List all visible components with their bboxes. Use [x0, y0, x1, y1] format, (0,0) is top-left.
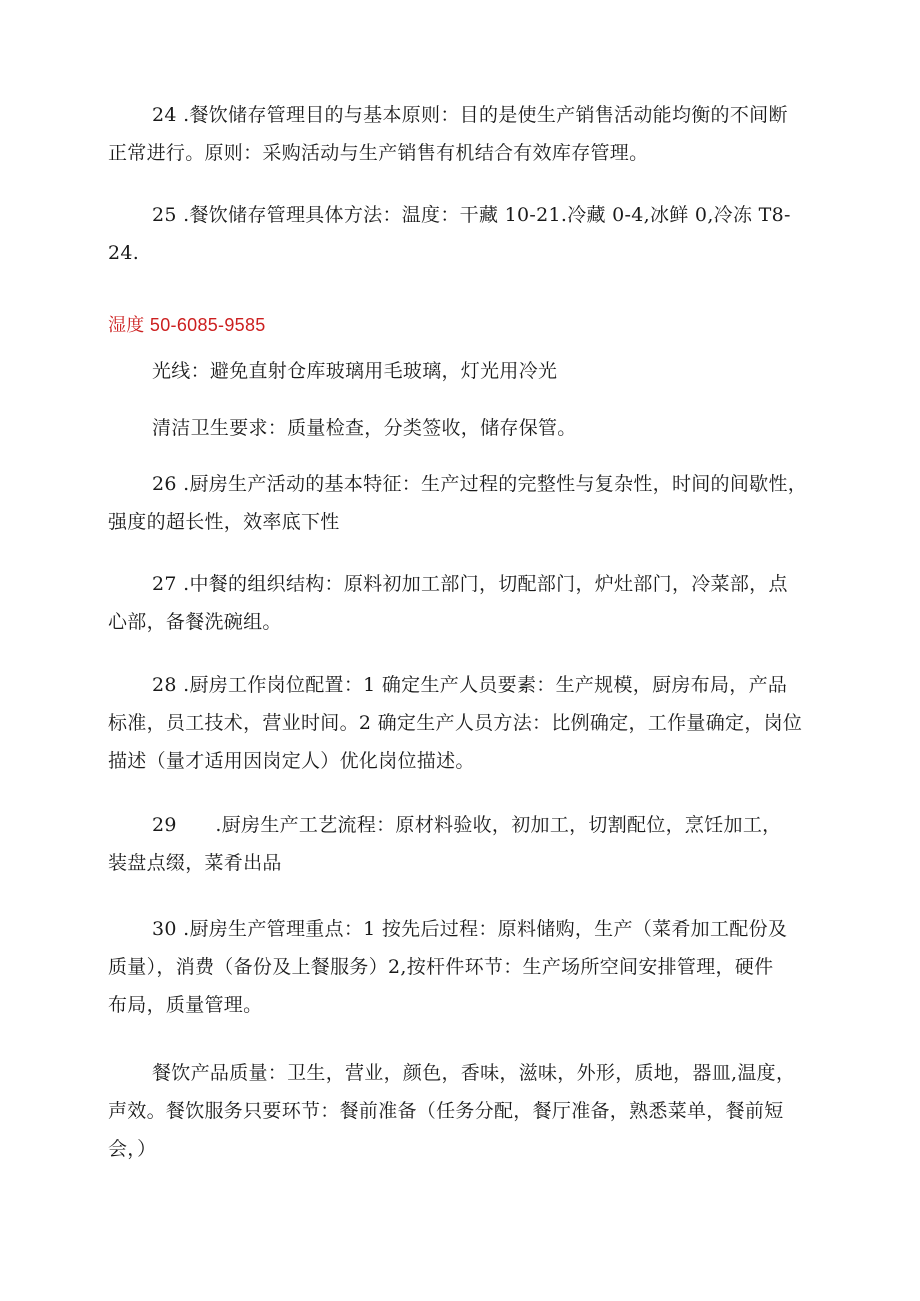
- paragraph-28: [108, 666, 834, 780]
- paragraph-line: 会，）: [108, 1138, 157, 1160]
- paragraph-line: 24 .餐饮储存管理目的与基本原则：目的是使生产销售活动能均衡的不间断: [152, 104, 788, 126]
- paragraph-29: [108, 806, 834, 882]
- paragraph-line: 餐饮产品质量：卫生，营业，颜色，香味，滋味，外形，质地，器皿,温度，: [152, 1062, 796, 1084]
- hygiene-line: [108, 409, 834, 447]
- paragraph-line: 光线：避免直射仓库玻璃用毛玻璃，灯光用冷光: [152, 360, 558, 382]
- paragraph-line: 装盘点缀，菜肴出品: [108, 852, 282, 874]
- paragraph-line: 布局，质量管理。: [108, 994, 263, 1016]
- humidity-line: [108, 306, 834, 344]
- paragraph-line: 标准，员工技术，营业时间。2 确定生产人员方法：比例确定，工作量确定，岗位: [108, 712, 803, 734]
- paragraph-line: 29 .厨房生产工艺流程：原材料验收，初加工，切割配位，烹饪加工，: [152, 814, 782, 836]
- paragraph-line: 湿度 50-6085-9585: [108, 315, 266, 335]
- paragraph-25: [108, 196, 834, 272]
- paragraph-24: [108, 96, 834, 172]
- paragraph-line: 描述（量才适用因岗定人）优化岗位描述。: [108, 750, 475, 772]
- paragraph-line: 声效。餐饮服务只要环节：餐前准备（任务分配，餐厅准备，熟悉菜单，餐前短: [108, 1100, 784, 1122]
- lighting-line: [108, 352, 834, 390]
- paragraph-line: 27 .中餐的组织结构：原料初加工部门，切配部门，炉灶部门，冷菜部，点: [152, 573, 788, 595]
- paragraph-30: [108, 910, 834, 1024]
- paragraph-line: 30 .厨房生产管理重点：1 按先后过程：原料储购，生产（菜肴加工配份及: [152, 918, 788, 940]
- paragraph-line: 心部，备餐洗碗组。: [108, 611, 282, 633]
- paragraph-line: 清洁卫生要求：质量检查，分类签收，储存保管。: [152, 417, 577, 439]
- food-quality-paragraph: [108, 1054, 834, 1168]
- paragraph-line: 26 .厨房生产活动的基本特征：生产过程的完整性与复杂性，时间的间歇性，: [152, 473, 808, 495]
- paragraph-line: 24.: [108, 242, 140, 264]
- paragraph-line: 25 .餐饮储存管理具体方法：温度：干藏 10-21.冷藏 0-4,冰鲜 0,冷冻 T8-: [152, 204, 791, 226]
- paragraph-line: 正常进行。原则：采购活动与生产销售有机结合有效库存管理。: [108, 142, 649, 164]
- paragraph-26: [108, 465, 834, 541]
- paragraph-line: 质量），消费（备份及上餐服务）2,按杆件环节：生产场所空间安排管理，硬件: [108, 956, 774, 978]
- paragraph-line: 强度的超长性，效率底下性: [108, 511, 340, 533]
- paragraph-27: [108, 565, 834, 641]
- paragraph-line: 28 .厨房工作岗位配置：1 确定生产人员要素：生产规模，厨房布局，产品: [152, 674, 788, 696]
